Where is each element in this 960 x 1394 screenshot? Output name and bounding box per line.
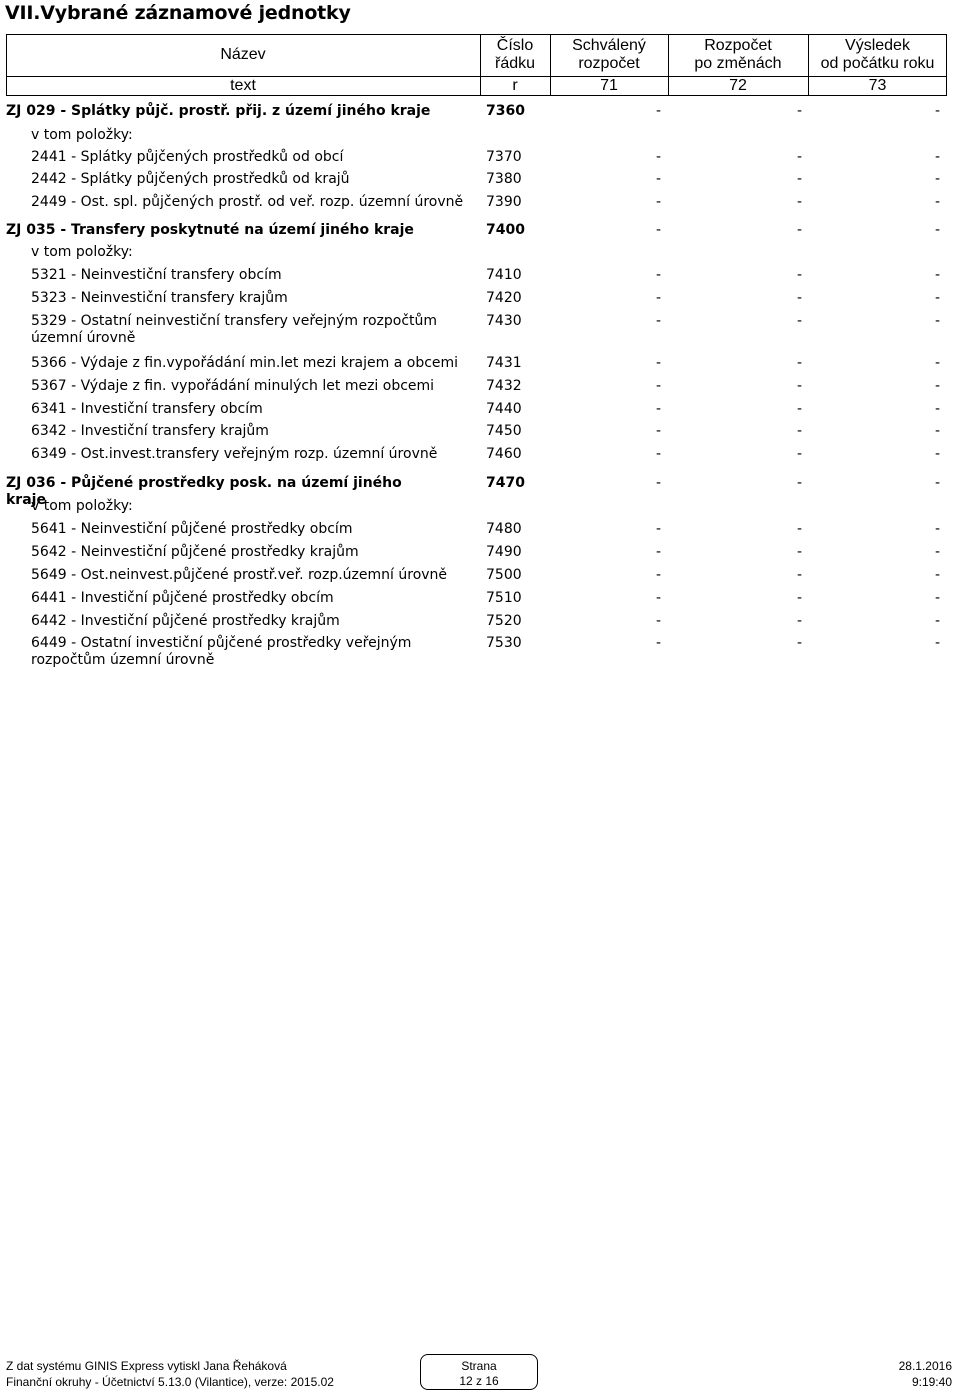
row-number: 7500 <box>486 567 522 583</box>
value-72: - <box>797 222 803 238</box>
page-label: Strana <box>461 1359 497 1373</box>
row-name: 6342 - Investiční transfery krajům <box>31 423 269 439</box>
footer-line2: Finanční okruhy - Účetnictví 5.13.0 (Vilantice), verze: 2015.02 <box>6 1375 334 1389</box>
value-71: - <box>656 171 662 187</box>
row-number: 7431 <box>486 355 522 371</box>
value-73: - <box>935 355 941 371</box>
row-name: 5642 - Neinvestiční půjčené prostředky krajům <box>31 544 359 560</box>
header-sub-vysledek: 73 <box>868 77 887 94</box>
value-71: - <box>656 423 662 439</box>
value-73: - <box>935 378 941 394</box>
value-71: - <box>656 103 662 119</box>
row-number: 7400 <box>486 222 525 238</box>
value-71: - <box>656 613 662 629</box>
value-72: - <box>797 544 803 560</box>
row-name: 2441 - Splátky půjčených prostředků od obcí <box>31 149 344 165</box>
value-72: - <box>797 267 803 283</box>
row-number: 7370 <box>486 149 522 165</box>
footer-date: 28.1.2016 <box>898 1359 952 1373</box>
row-name: 6349 - Ost.invest.transfery veřejným rozp. územní úrovně <box>31 446 438 462</box>
value-71: - <box>656 149 662 165</box>
row-name: v tom položky: <box>31 498 133 514</box>
value-72: - <box>797 446 803 462</box>
row-number: 7470 <box>486 475 525 491</box>
header-rozpocet: Rozpočet po změnách <box>694 37 782 72</box>
value-73: - <box>935 401 941 417</box>
row-number: 7460 <box>486 446 522 462</box>
value-71: - <box>656 222 662 238</box>
row-name: 6341 - Investiční transfery obcím <box>31 401 263 417</box>
header-cislo: Číslo řádku <box>494 37 536 72</box>
header-vysledek: Výsledek od počátku roku <box>820 37 935 72</box>
value-72: - <box>797 635 803 651</box>
value-72: - <box>797 149 803 165</box>
value-73: - <box>935 635 941 651</box>
footer-datetime <box>899 1358 952 1390</box>
header-sub-rozpocet: 72 <box>729 77 747 94</box>
footer-time: 9:19:40 <box>911 1375 952 1389</box>
row-name: 5649 - Ost.neinvest.půjčené prostř.veř. rozp.územní úrovně <box>31 567 448 583</box>
header-schvaleny: Schválený rozpočet <box>572 37 646 72</box>
value-71: - <box>656 590 662 606</box>
value-71: - <box>656 401 662 417</box>
row-name: 5329 - Ostatní neinvestiční transfery veřejným rozpočtům územní úrovně <box>31 313 438 346</box>
row-number: 7450 <box>486 423 522 439</box>
value-73: - <box>935 423 941 439</box>
value-73: - <box>935 313 941 329</box>
value-73: - <box>935 194 941 210</box>
value-72: - <box>797 423 803 439</box>
value-72: - <box>797 475 803 491</box>
row-number: 7490 <box>486 544 522 560</box>
table-header <box>6 34 947 96</box>
row-name: ZJ 035 - Transfery poskytnuté na území jiného kraje <box>6 222 414 238</box>
header-sub-schvaleny: 71 <box>600 77 618 94</box>
value-71: - <box>656 194 662 210</box>
value-71: - <box>656 635 662 651</box>
page-number-box <box>420 1354 538 1390</box>
value-73: - <box>935 521 941 537</box>
value-73: - <box>935 475 941 491</box>
value-73: - <box>935 544 941 560</box>
value-71: - <box>656 267 662 283</box>
header-sub-cislo: r <box>512 77 518 94</box>
value-73: - <box>935 590 941 606</box>
value-73: - <box>935 290 941 306</box>
value-72: - <box>797 590 803 606</box>
value-71: - <box>656 521 662 537</box>
value-71: - <box>656 544 662 560</box>
value-72: - <box>797 613 803 629</box>
row-number: 7380 <box>486 171 522 187</box>
row-number: 7360 <box>486 103 525 119</box>
row-number: 7520 <box>486 613 522 629</box>
value-73: - <box>935 103 941 119</box>
page-footer <box>0 1350 960 1394</box>
page-title: VII.Vybrané záznamové jednotky <box>5 2 351 24</box>
row-number: 7480 <box>486 521 522 537</box>
row-name: v tom položky: <box>31 127 133 143</box>
value-72: - <box>797 194 803 210</box>
value-72: - <box>797 401 803 417</box>
row-number: 7420 <box>486 290 522 306</box>
row-name: 6441 - Investiční půjčené prostředky obcím <box>31 590 334 606</box>
value-72: - <box>797 355 803 371</box>
value-73: - <box>935 567 941 583</box>
row-number: 7432 <box>486 378 522 394</box>
row-number: 7410 <box>486 267 522 283</box>
header-sub-nazev: text <box>230 77 256 94</box>
row-name: v tom položky: <box>31 244 133 260</box>
row-name: 5641 - Neinvestiční půjčené prostředky obcím <box>31 521 353 537</box>
row-name: 2449 - Ost. spl. půjčených prostř. od veř. rozp. územní úrovně <box>31 194 464 210</box>
value-73: - <box>935 446 941 462</box>
row-number: 7510 <box>486 590 522 606</box>
value-72: - <box>797 103 803 119</box>
value-73: - <box>935 149 941 165</box>
value-71: - <box>656 446 662 462</box>
row-number: 7430 <box>486 313 522 329</box>
value-71: - <box>656 567 662 583</box>
row-number: 7530 <box>486 635 522 651</box>
value-71: - <box>656 313 662 329</box>
value-73: - <box>935 613 941 629</box>
footer-line1: Z dat systému GINIS Express vytiskl Jana Řeháková <box>6 1359 287 1373</box>
value-72: - <box>797 171 803 187</box>
value-73: - <box>935 222 941 238</box>
footer-info <box>6 1358 334 1390</box>
value-72: - <box>797 567 803 583</box>
value-72: - <box>797 521 803 537</box>
value-71: - <box>656 355 662 371</box>
value-71: - <box>656 290 662 306</box>
value-73: - <box>935 267 941 283</box>
row-name: 6442 - Investiční půjčené prostředky krajům <box>31 613 340 629</box>
row-number: 7440 <box>486 401 522 417</box>
page-value: 12 z 16 <box>459 1374 499 1388</box>
row-name: 2442 - Splátky půjčených prostředků od krajů <box>31 171 350 187</box>
value-71: - <box>656 378 662 394</box>
value-72: - <box>797 378 803 394</box>
row-name: ZJ 036 - Půjčené prostředky posk. na území jiného kraje <box>6 475 402 508</box>
row-number: 7390 <box>486 194 522 210</box>
row-name: 5321 - Neinvestiční transfery obcím <box>31 267 282 283</box>
row-name: 5323 - Neinvestiční transfery krajům <box>31 290 288 306</box>
row-name: 6449 - Ostatní investiční půjčené prostředky veřejným rozpočtům územní úrovně <box>31 635 412 668</box>
value-72: - <box>797 313 803 329</box>
value-71: - <box>656 475 662 491</box>
row-name: 5366 - Výdaje z fin.vypořádání min.let mezi krajem a obcemi <box>31 355 459 371</box>
row-name: ZJ 029 - Splátky půjč. prostř. přij. z území jiného kraje <box>6 103 431 119</box>
header-nazev: Název <box>220 46 266 63</box>
value-72: - <box>797 290 803 306</box>
value-73: - <box>935 171 941 187</box>
row-name: 5367 - Výdaje z fin. vypořádání minulých let mezi obcemi <box>31 378 435 394</box>
